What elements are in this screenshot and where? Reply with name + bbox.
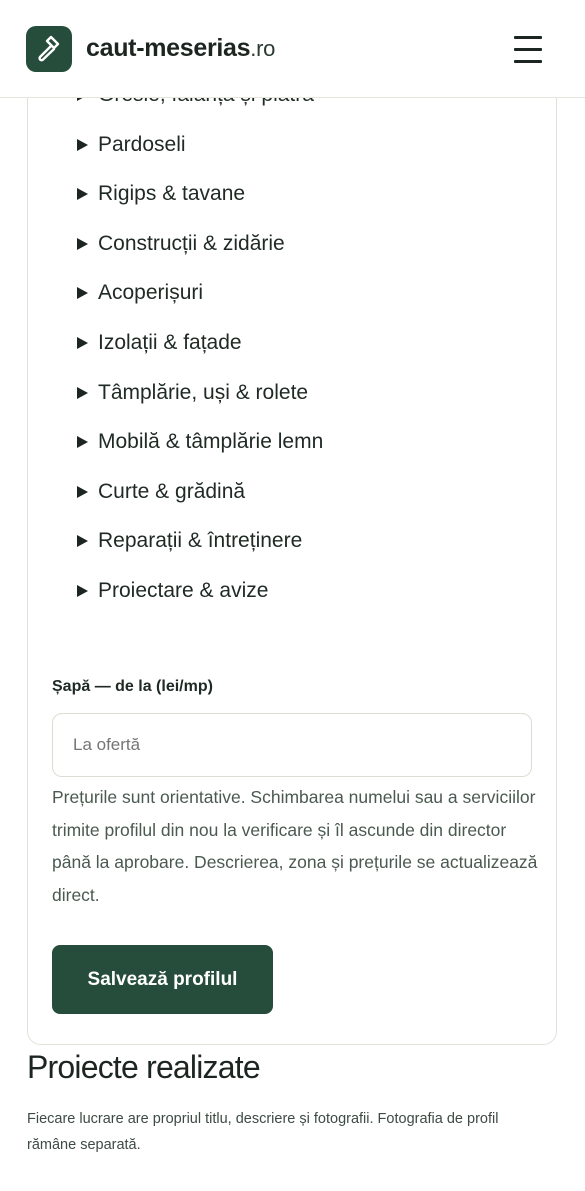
category-label: Curte & grădină — [98, 479, 246, 503]
triangle-right-icon — [77, 585, 88, 597]
price-input[interactable] — [52, 713, 532, 777]
brand-name[interactable] — [86, 34, 275, 63]
category-label: Reparații & întreținere — [98, 529, 303, 553]
brand-name-text: caut-meserias — [86, 34, 251, 62]
hamburger-menu-icon — [514, 60, 542, 63]
category-label: Izolații & fațade — [98, 331, 242, 354]
logo[interactable] — [26, 26, 72, 72]
category-label: Proiectare & avize — [98, 579, 269, 602]
triangle-right-icon — [77, 337, 88, 349]
category-label: Construcții & zidărie — [98, 231, 285, 255]
triangle-right-icon — [77, 486, 88, 498]
save-profile-button[interactable]: Salvează profilul — [52, 945, 273, 1014]
category-label: Tâmplărie, uși & rolete — [98, 380, 309, 404]
triangle-right-icon — [77, 139, 88, 151]
triangle-right-icon — [77, 238, 88, 250]
hamburger-menu-button[interactable] — [508, 33, 548, 67]
triangle-right-icon — [77, 535, 88, 547]
price-field-label: Șapă — de la (lei/mp) — [52, 678, 213, 695]
hammer-icon — [34, 34, 64, 64]
site-header — [0, 0, 585, 98]
category-label: Rigips & tavane — [98, 182, 246, 206]
triangle-right-icon — [77, 188, 88, 200]
hamburger-menu-icon — [514, 36, 542, 39]
brand-tld: .ro — [250, 36, 276, 61]
hamburger-menu-icon — [514, 48, 542, 51]
triangle-right-icon — [77, 387, 88, 399]
category-label: Acoperișuri — [98, 281, 204, 305]
triangle-right-icon — [77, 287, 88, 299]
category-label: Mobilă & tâmplărie lemn — [98, 430, 324, 454]
projects-section-description: Fiecare lucrare are propriul titlu, descriere și fotografii. Fotografia de profil rămâne separată. — [27, 1111, 499, 1153]
triangle-right-icon — [77, 436, 88, 448]
category-label: Pardoseli — [98, 132, 186, 156]
helper-text: Prețurile sunt orientative. Schimbarea numelui sau a serviciilor trimite profilul din nou la verificare și îl ascunde din director până la aprobare. Descrierea, zona și prețurile se actualizează direct. — [52, 787, 538, 905]
projects-section-title: Proiecte realizate — [27, 1049, 260, 1085]
